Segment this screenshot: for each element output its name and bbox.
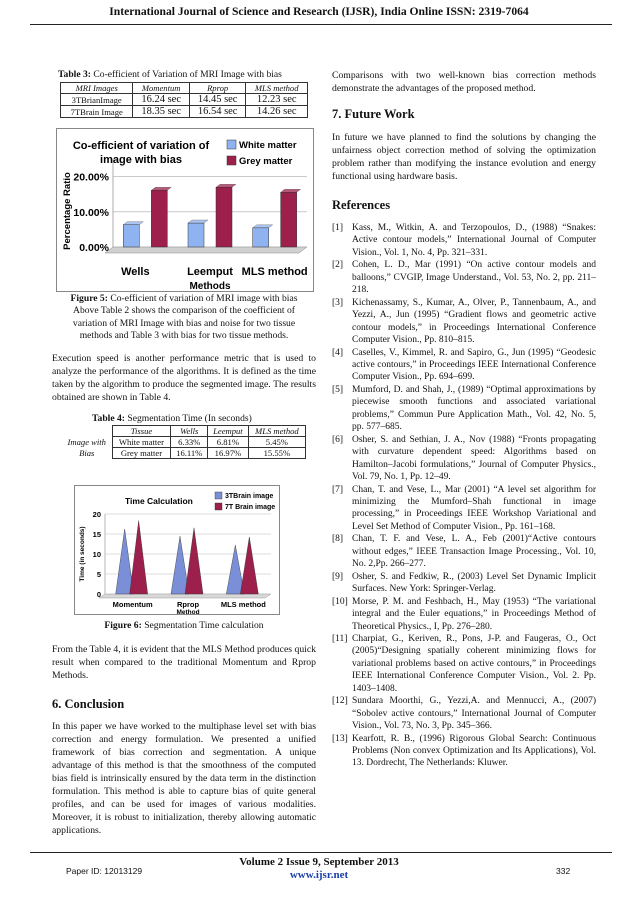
reference-item (332, 484, 596, 534)
chart5-bar-top (253, 225, 273, 228)
chart5-bar (188, 223, 204, 247)
reference-number: [8] (332, 534, 344, 545)
reference-item (332, 259, 596, 296)
table3-cell: 7TBrain Image (61, 106, 133, 118)
reference-text: Morse, P. M. and Feshbach, H., May (1953) “The variational integral and the Euler equations,” in Proceedings Method of Theoretical Physics., I, Pp. 276–280. (352, 596, 596, 632)
figure5-caption: Figure 5: Co-efficient of variation of MRI image with bias (70, 293, 298, 304)
reference-text: Chan, T. and Vese, L., Mar (2001) “A level set algorithm for minimizing the Mumford–Shah functional in image processing,” in Proceedings IEEE Workshop Variational and Level Set Method of Computer Vision., Pp. 161–168. (352, 484, 596, 532)
table4-header: Wells (171, 426, 208, 437)
reference-number: [4] (332, 347, 344, 358)
reference-number: [11] (332, 633, 348, 644)
footer-page-number: 332 (556, 866, 571, 876)
reference-number: [1] (332, 223, 344, 233)
chart5-svg (57, 129, 313, 291)
reference-number: [12] (332, 696, 348, 707)
table3-header: MRI Images (61, 83, 133, 94)
chart5-legend-swatch (227, 140, 236, 149)
table4-cell: 15.55% (248, 448, 305, 459)
table4-cell: 16.97% (208, 448, 249, 459)
reference-text: Kass, M., Witkin, A. and Terzopoulos, D., (1988) “Snakes: Active contour models,” International Journal of Computer Vision., Vol. 1, No. 4, Pp. 321–331. (352, 223, 596, 258)
future-work-heading: 7. Future Work (332, 107, 415, 121)
reference-text: Cohen, L. D., Mar (1991) “On active contour models and balloons,” CVGIP, Image Understand., Vol. 53, No. 2, pp. 211–218. (352, 260, 596, 296)
reference-number: [3] (332, 297, 344, 308)
chart5-legend-label: Grey matter (239, 156, 293, 167)
reference-number: [9] (332, 571, 344, 582)
chart6-legend-label: 3TBrain image (225, 493, 274, 500)
table4-header: Tissue (112, 426, 171, 437)
table4 (62, 425, 306, 459)
chart6-x-tick: Rprop (176, 600, 200, 609)
figure5-chart (56, 128, 314, 292)
table3-cell: 14.45 sec (189, 94, 245, 106)
chart6-floor (99, 594, 271, 598)
figure6-caption: Figure 6: Segmentation Time calculation (104, 620, 264, 631)
chart5-bar (151, 190, 167, 247)
chart5-bar-top (123, 222, 143, 225)
table4-cell: Grey matter (112, 448, 171, 459)
reference-text: Caselles, V., Kimmel, R. and Sapiro, G., Jun (1995) “Geodesic active contours,” in Proceedings IEEE International Conference Computer Vision., Pp. 694–699. (352, 347, 596, 383)
chart5-bar (123, 225, 139, 247)
references-heading: References (332, 198, 391, 212)
table3-header: Momentum (133, 83, 189, 94)
chart5-x-tick: MLS method (241, 266, 308, 278)
chart5-bar-top (188, 220, 208, 223)
table3-cell: 16.24 sec (133, 94, 189, 106)
table4-header: Leemput (208, 426, 249, 437)
right-intro: Comparisons with two well-known bias correction methods demonstrate the advantages of the proposed method. (332, 70, 596, 94)
footer-rule (30, 852, 612, 853)
footer-volume: Volume 2 Issue 9, September 2013 (239, 856, 399, 868)
chart5-bar (281, 192, 297, 247)
chart6-svg (75, 486, 279, 614)
table4-blank (62, 426, 112, 437)
para-table4-result: From the Table 4, it is evident that the MLS Method produces quick result when compared to the traditional Momentum and Rprop Methods. (52, 644, 316, 681)
chart6-y-tick: 20 (92, 510, 101, 519)
table4-cell: 5.45% (248, 437, 305, 448)
table3-cell: 16.54 sec (189, 106, 245, 118)
reference-item (332, 434, 596, 484)
reference-item (332, 347, 596, 384)
reference-text: Kichenassamy, S., Kumar, A., Olver, P., Tannenbaum, A., and Yezzi, A., Jun (1995) “Gradient flows and geometric active contour models,” in Proceedings International Conference Computer Vision., Pp. 810–815. (352, 297, 596, 346)
footer-paper-id: Paper ID: 12013129 (66, 866, 143, 876)
reference-item (332, 571, 596, 596)
para-table-comparison: Above Table 2 shows the comparison of the coefficient of variation of MRI Image with bias and noise for two tissue methods and Table 3 with bias for two tissue methods. (72, 305, 296, 341)
chart5-bar (216, 187, 232, 247)
chart6-legend-label: 7T Brain image (225, 504, 276, 511)
table3 (60, 82, 308, 118)
chart5-x-label: Methods (189, 281, 231, 291)
table3-header: Rprop (189, 83, 245, 94)
reference-number: [5] (332, 384, 344, 395)
reference-item (332, 633, 596, 695)
chart6-x-label: Method (176, 609, 200, 614)
chart6-cone (185, 528, 203, 594)
chart6-y-tick: 10 (92, 550, 101, 559)
reference-number: [13] (332, 733, 348, 744)
chart6-x-tick: MLS method (220, 600, 266, 609)
reference-item (332, 222, 596, 259)
table3-cell: 14.26 sec (246, 106, 308, 118)
chart5-y-tick: 10.00% (73, 206, 109, 219)
reference-text: Charpiat, G., Keriven, R., Pons, J-P. and Faugeras, O., Oct (2005)“Designing spatially coherent minimizing flows for variational problems based on active contours,” in Proceedings IEEE International Conference Computer Vision., Vol. 2. Pp. 1403–1408. (352, 633, 596, 694)
reference-item (332, 533, 596, 570)
chart5-bar-top (151, 187, 171, 190)
reference-text: Mumford, D. and Shah, J., (1989) “Optimal approximations by piecewise smooth functions and associated variational problems,” Commun Pure Application Math., Vol. 42, No. 5, pp. 577–685. (352, 384, 596, 433)
chart6-x-tick: Momentum (112, 600, 153, 609)
footer-url[interactable]: www.ijsr.net (289, 869, 349, 881)
chart6-y-tick: 15 (92, 530, 101, 539)
reference-number: [6] (332, 434, 344, 445)
conclusion-text: In this paper we have worked to the multiphase level set with bias correction and energy formulation. We presented a unified framework of bias correction and segmentation. A unique advantage of this method is that the smoothness of the computed bias field is intrinsically ensured by the data term in the distinction formulation. This method is able to capture bias of quite general profiles, and can be used for images of various modalities. Moreover, it is robust to initialization, thereby allowing automatic applications. (52, 721, 316, 836)
table4-header: MLS method (248, 426, 305, 437)
future-work-text: In future we have planned to find the solutions by changing the unfairness object correction method of solving the optimization problem rather than modifying the instance evolution and energy functional using hardware basis. (332, 132, 596, 182)
chart6-y-tick: 5 (96, 570, 101, 579)
figure6-chart (74, 485, 280, 615)
chart5-legend-label: White matter (239, 140, 297, 151)
para-execution-speed: Execution speed is another performance metric that is used to analyze the performance of the algorithms. It is defined as the time taken by the algorithm to produce the segmented image. The results obtained are shown in Table 4. (52, 353, 316, 403)
table3-cell: 12.23 sec (246, 94, 308, 106)
header-rule (30, 24, 612, 25)
table4-row-header: Image with Bias (67, 436, 106, 458)
chart5-bar-top (281, 189, 301, 192)
reference-number: [10] (332, 596, 348, 607)
table3-cell: 18.35 sec (133, 106, 189, 118)
chart5-floor (105, 247, 307, 253)
reference-item (332, 733, 596, 770)
chart5-bar-top (216, 184, 236, 187)
chart5-x-tick: Leemput (187, 266, 233, 278)
reference-item (332, 384, 596, 434)
table4-cell: 16.11% (171, 448, 208, 459)
chart6-y-tick: 0 (96, 590, 101, 599)
chart5-title: Co-efficient of variation of (72, 140, 210, 152)
chart5-y-label: Percentage Ratio (62, 172, 73, 250)
chart6-title: Time Calculation (125, 496, 193, 506)
chart6-cone (130, 521, 148, 594)
table3-caption: Table 3: Co-efficient of Variation of MRI Image with bias (58, 69, 282, 80)
table4-cell: White matter (112, 437, 171, 448)
chart6-legend-swatch (215, 492, 222, 499)
table3-cell: 3TBrianImage (61, 94, 133, 106)
reference-item (332, 695, 596, 732)
table4-caption: Table 4: Segmentation Time (In seconds) (92, 413, 252, 424)
chart5-title: image with bias (100, 154, 182, 166)
chart5-bar (253, 228, 269, 247)
table4-cell: 6.33% (171, 437, 208, 448)
chart5-x-tick: Wells (121, 266, 150, 278)
chart5-y-tick: 0.00% (79, 242, 109, 254)
reference-text: Kearfott, R. B., (1996) Rigorous Global Search: Continuous Problems (Non convex Optimization and Its Applications), Vol. 13. Dordrecht, The Netherlands: Kluwer. (352, 733, 596, 769)
reference-text: Sundara Moorthi, G., Yezzi,A. and Mennucci, A., (2007) “Sobolev active contours,” International Journal of Computer Vision., Vol. 73, No. 3, Pp. 345–366. (352, 696, 596, 732)
reference-item (332, 596, 596, 633)
reference-number: [2] (332, 260, 344, 271)
journal-header: International Journal of Science and Research (IJSR), India Online ISSN: 2319-7064 (109, 5, 529, 18)
reference-number: [7] (332, 484, 344, 495)
table3-header: MLS method (246, 83, 308, 94)
chart5-legend-swatch (227, 156, 236, 165)
conclusion-heading: 6. Conclusion (52, 697, 125, 711)
chart5-y-tick: 20.00% (73, 171, 109, 184)
chart6-cone (240, 537, 258, 594)
reference-text: Osher, S. and Fedkiw, R., (2003) Level Set Dynamic Implicit Surfaces. New York: Springer-Verlag. (352, 571, 596, 595)
table4-cell: 6.81% (208, 437, 249, 448)
chart6-y-label: Time (in seconds) (79, 526, 86, 582)
reference-item (332, 297, 596, 347)
chart6-legend-swatch (215, 503, 222, 510)
reference-text: Chan, T. F. and Vese, L. A., Feb (2001)“Active contours without edges,” IEEE Transaction Image Processing., Vol. 10, No. 2,Pp. 266–277. (352, 534, 596, 570)
reference-text: Osher, S. and Sethian, J. A., Nov (1988) “Fronts propagating with curvature dependent speed: Algorithms based on Hamilton–Jacobi formulations,” Journal of Computer Physics., Vol. 79, No. 1, Pp. 12–49. (352, 434, 596, 483)
reference-list (332, 222, 596, 770)
